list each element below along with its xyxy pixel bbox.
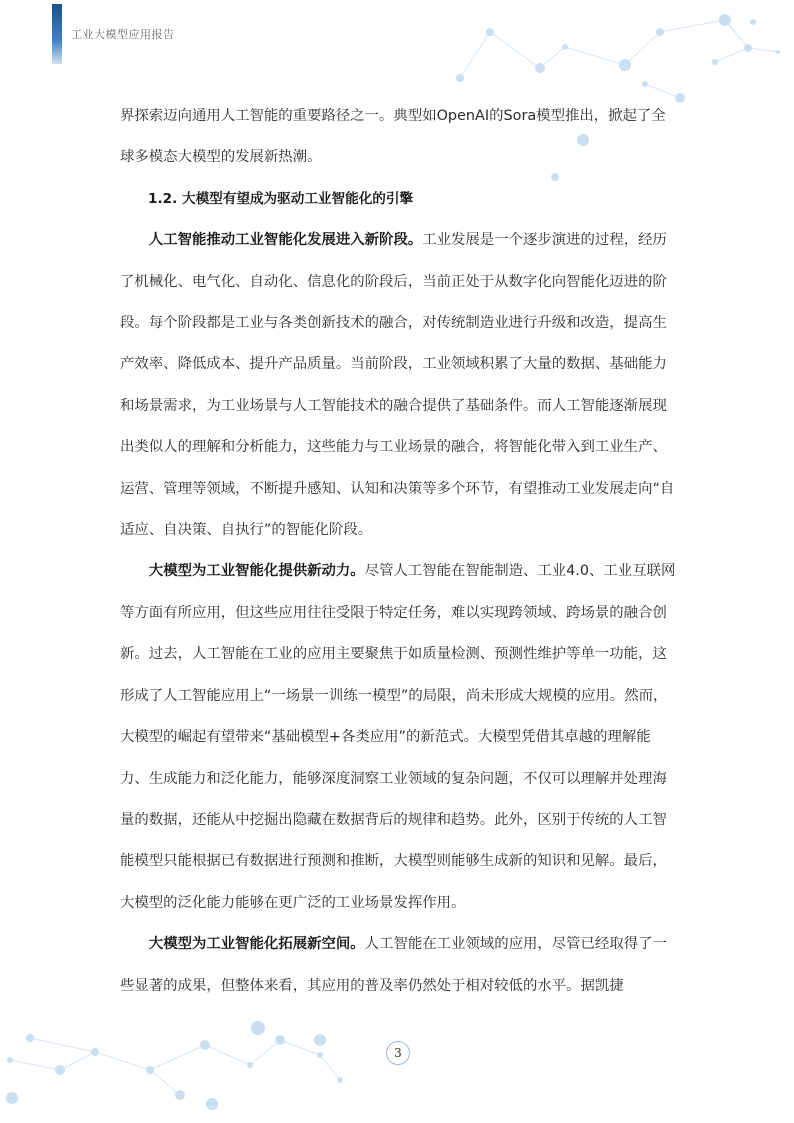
paragraph-lead: 大模型为工业智能化提供新动力。 [148, 563, 365, 580]
body-paragraph [120, 924, 678, 1007]
body-paragraph [120, 551, 678, 924]
section-heading: 1.2. 大模型有望成为驱动工业智能化的引擎 [148, 190, 414, 207]
body-paragraph [120, 220, 678, 551]
paragraph-lead: 人工智能推动工业智能化发展进入新阶段。 [148, 232, 423, 249]
report-body [120, 96, 678, 1007]
paragraph-body: 工业发展是一个逐步演进的过程，经历了机械化、电气化、自动化、信息化的阶段后，当前正处于从数字化向智能化迈进的阶段。每个阶段都是工业与各类创新技术的融合，对传统制造业进行升级和改造，提高生产效率、降低成本、提升产品质量。当前阶段，工业领域积累了大量的数据、基础能力和场景需求，为工业场景与人工智能技术的融合提供了基础条件。而人工智能逐渐展现出类似人的理解和分析能力，这些能力与工业场景的融合，将智能化带入到工业生产、运营、管理等领域，不断提升感知、认知和决策等多个环节，有望推动工业发展走向“自适应、自决策、自执行”的智能化阶段。 [120, 232, 675, 539]
paragraph-body: 尽管人工智能在智能制造、工业4.0、工业互联网等方面有所应用，但这些应用往往受限于特定任务，难以实现跨领域、跨场景的融合创新。过去，人工智能在工业的应用主要聚焦于如质量检测、预测性维护等单一功能，这形成了人工智能应用上“一场景一训练一模型”的局限，尚未形成大规模的应用。然而，大模型的崛起有望带来“基础模型+各类应用”的新范式。大模型凭借其卓越的理解能力、生成能力和泛化能力，能够深度洞察工业领域的复杂问题，不仅可以理解并处理海量的数据，还能从中挖掘出隐藏在数据背后的规律和趋势。此外，区别于传统的人工智能模型只能根据已有数据进行预测和推断，大模型则能够生成新的知识和见解。最后，大模型的泛化能力能够在更广泛的工业场景发挥作用。 [120, 563, 676, 911]
paragraph-body: 人工智能在工业领域的应用，尽管已经取得了一些显著的成果，但整体来看，其应用的普及率仍然处于相对较低的水平。据凯捷 [120, 936, 667, 994]
page-number: 3 [386, 1041, 410, 1065]
header-title: 工业大模型应用报告 [71, 28, 175, 41]
intro-paragraph: 界探索迈向通用人工智能的重要路径之一。典型如OpenAI的Sora模型推出，掀起了全球多模态大模型的发展新热潮。 [120, 108, 666, 166]
paragraph-lead: 大模型为工业智能化拓展新空间。 [148, 936, 365, 953]
